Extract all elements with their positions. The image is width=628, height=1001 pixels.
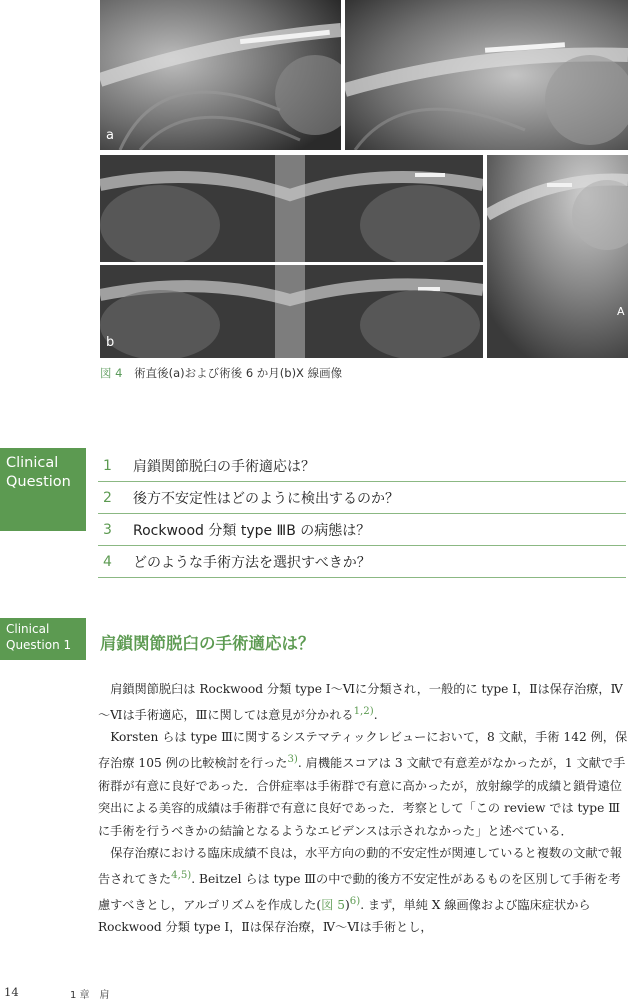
question-item	[98, 514, 626, 546]
question-text: 後方不安定性はどのように検出するのか？	[133, 490, 399, 507]
xray-image	[487, 155, 628, 358]
clinical-question-list	[98, 450, 626, 578]
xray-image	[100, 265, 483, 358]
figure-caption-label: 図 4	[100, 366, 123, 380]
clinical-question-line1: Clinical	[6, 455, 59, 471]
xray-panel-b-side	[487, 155, 628, 358]
question-number: 3	[103, 521, 112, 538]
figure-caption	[100, 365, 342, 381]
question-number: 1	[103, 457, 112, 474]
paragraph-text: 保存治療における臨床成績不良は，水平方向の動的不安定性が関連していると複数の文献で報告されてきた	[98, 846, 623, 886]
paragraph	[98, 842, 628, 939]
body-text	[98, 678, 628, 939]
section-box-label	[6, 621, 71, 653]
xray-panel-a-left	[100, 0, 341, 150]
paragraph-text: . まず，単純 X 線画像および臨床症状から Rockwood 分類 type Ⅰ，Ⅱは保存治療，Ⅳ～Ⅵは手術とし，	[98, 897, 591, 935]
side-marker: A	[617, 305, 625, 318]
question-text: どのような手術方法を選択すべきか？	[133, 554, 371, 571]
question-text: Rockwood 分類 type ⅢB の病態は？	[133, 522, 371, 539]
section-box-line2: Question 1	[6, 638, 72, 652]
xray-panel-b-top	[100, 155, 483, 262]
citation: 4,5)	[171, 869, 192, 881]
chapter-label: 1 章 肩	[70, 990, 110, 1001]
citation: 1,2)	[353, 705, 374, 717]
question-number: 2	[103, 489, 112, 506]
xray-panel-a-right	[345, 0, 628, 150]
question-text: 肩鎖関節脱臼の手術適応は？	[133, 458, 315, 475]
xray-image	[100, 155, 483, 262]
paragraph-text: . Beitzel らは type Ⅲの中で動的後方不安定性があるものを区別して手術を考慮すべきとし，アルゴリズムを作成した(	[98, 871, 621, 912]
question-item	[98, 482, 626, 514]
question-number: 4	[103, 553, 112, 570]
xray-image	[345, 0, 628, 150]
xray-panel-b-bottom	[100, 265, 483, 358]
clinical-question-box-label	[6, 454, 71, 492]
paragraph-text: 肩鎖関節脱臼は Rockwood 分類 type Ⅰ～Ⅵに分類され，一般的に type Ⅰ，Ⅱは保存治療，Ⅳ～Ⅵは手術適応，Ⅲに関しては意見が分かれる	[98, 682, 623, 722]
paragraph-text: . 肩機能スコアは 3 文献で有意差がなかったが，1 文献で手術群が有意に良好であった．合併症率は手術群で有意に高かったが，放射線学的成績と鎖骨遠位突出による美容的成績は手術群で有意に良好であった．考察として「この review では type Ⅲに手術を行うべきかの結論となるようなエビデンスは示されなかった」と述べている．	[98, 755, 626, 838]
paragraph-text: Korsten らは type Ⅲに関するシステマティックレビューにおいて，8 文献，手術 142 例，保存治療 105 例の比較検討を行った	[98, 730, 628, 770]
panel-label-b: b	[106, 335, 115, 350]
question-item	[98, 450, 626, 482]
xray-image	[100, 0, 341, 150]
panel-label-a: a	[106, 128, 114, 143]
figure-reference-link[interactable]: 図 5	[321, 897, 345, 912]
citation: 6)	[349, 895, 361, 907]
paragraph	[98, 726, 628, 842]
citation: 3)	[287, 753, 298, 765]
figure-caption-text: 術直後(a)および術後 6 か月(b)X 線画像	[134, 366, 343, 380]
paragraph	[98, 678, 628, 726]
paragraph-text: )	[344, 897, 350, 912]
question-item	[98, 546, 626, 578]
clinical-question-line2: Question	[6, 474, 71, 490]
section-title: 肩鎖関節脱臼の手術適応は？	[100, 634, 315, 653]
section-box-line1: Clinical	[6, 622, 50, 636]
page-number: 14	[4, 985, 19, 999]
paragraph-text: .	[373, 707, 378, 722]
